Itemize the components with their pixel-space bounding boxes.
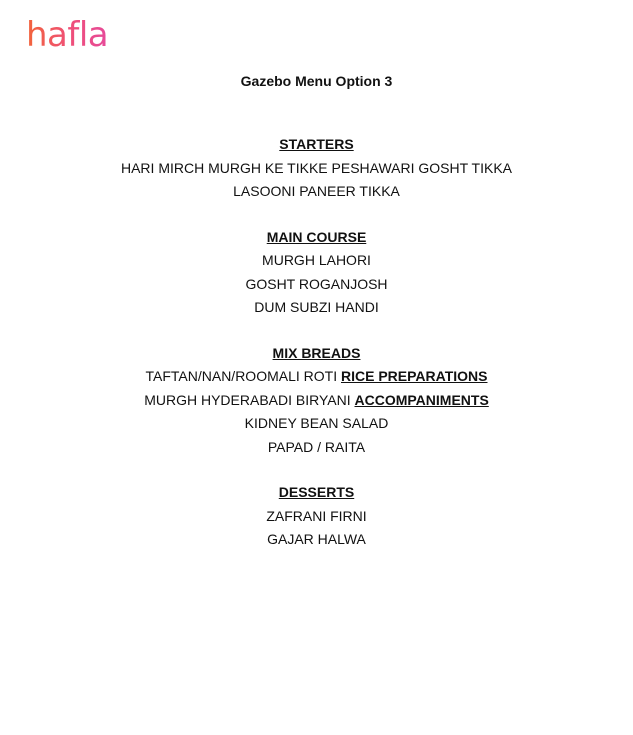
menu-item: KIDNEY BEAN SALAD xyxy=(244,415,389,431)
section-gap xyxy=(0,459,633,481)
menu-line xyxy=(0,389,633,413)
menu-item: LASOONI PANEER TIKKA xyxy=(233,183,400,199)
section-gap xyxy=(0,320,633,342)
section-gap xyxy=(0,204,633,226)
menu-item: MURGH LAHORI xyxy=(262,252,371,268)
menu-line xyxy=(0,365,633,389)
menu-item: DUM SUBZI HANDI xyxy=(254,299,379,315)
menu-title: Gazebo Menu Option 3 xyxy=(240,73,393,89)
menu-item: PAPAD / RAITA xyxy=(267,438,366,455)
starters-heading: STARTERS xyxy=(279,136,354,152)
menu-item: GAJAR HALWA xyxy=(267,531,366,547)
menu-body xyxy=(0,133,633,552)
accompaniments-heading: ACCOMPANIMENTS xyxy=(354,391,489,408)
desserts-heading: DESSERTS xyxy=(278,484,355,500)
menu-item: GOSHT ROGANJOSH xyxy=(245,275,388,292)
menu-item: ZAFRANI FIRNI xyxy=(266,507,367,524)
menu-item: MURGH HYDERABADI BIRYANI xyxy=(144,391,351,408)
menu-item: HARI MIRCH MURGH KE TIKKE PESHAWARI GOSHT TIKKA xyxy=(120,159,513,176)
mix-breads-heading: MIX BREADS xyxy=(272,344,361,361)
rice-preparations-heading: RICE PREPARATIONS xyxy=(341,368,488,384)
main-course-heading: MAIN COURSE xyxy=(266,228,367,245)
hafla-logo: hafla xyxy=(26,15,109,55)
menu-item: TAFTAN/NAN/ROOMALI ROTI xyxy=(145,368,338,384)
